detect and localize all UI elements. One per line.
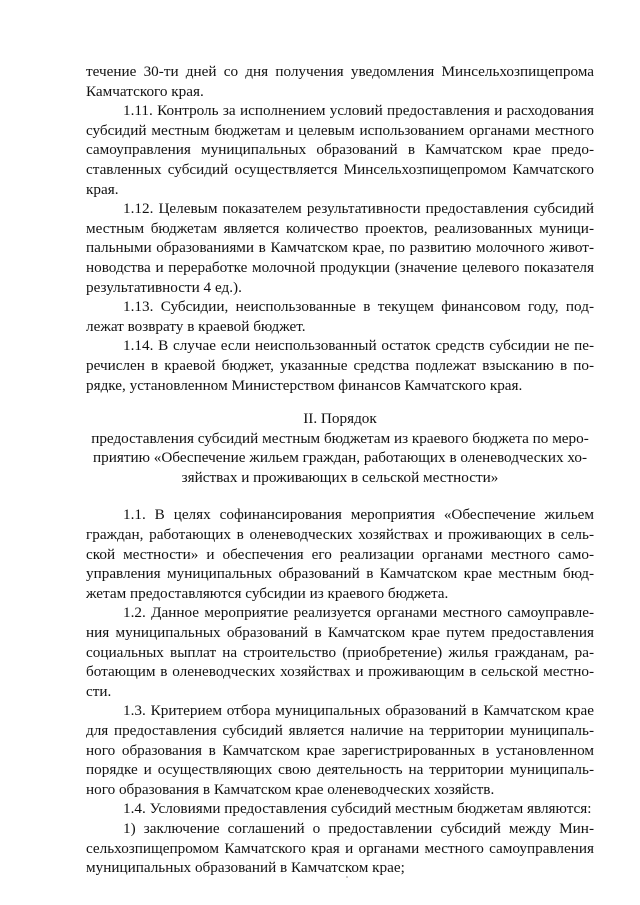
clause-number: 1.11. [123,102,153,120]
clause-text: В случае если неиспользованный остаток средств субсидии не перечислен в краевой бюджет, указанные средства подлежат взысканию в порядке, установленном Министерством финансов Камчатского края. [86,337,594,394]
subclause-1 [86,819,594,878]
section-title: II. Порядок [303,410,377,428]
clause-number: 1) [123,819,136,837]
clause-number: 1.2. [123,604,146,622]
clause-text: заключение соглашений о предоставлении субсидий между Минсельхозпищепромом Камчатского края и органами местного самоуправления муниципальных образований в Камчатском крае; [86,819,594,877]
clause-number: 1.12. [123,200,154,218]
clause-1-13 [86,297,594,336]
clause-number: 1.13. [123,298,154,316]
section-2-heading [86,409,594,487]
clause-text: Данное мероприятие реализуется органами местного самоуправления муниципальных образований в Камчатском крае путем предоставления социальных выплат на строительство (приобретение) жилья гражданам, работающим в оленеводческих хозяйствах и проживающим в сельской местности. [86,604,594,700]
section-subtitle: предоставления субсидий местным бюджетам из краевого бюджета по мероприятию «Обеспечение жильем граждан, работающих в оленеводческих хозяйствах и проживающих в сельской местности» [91,429,589,486]
clause-number: 1.3. [123,702,146,720]
clause-2-1-1 [86,505,594,603]
clause-text: В целях софинансирования мероприятия «Обеспечение жильем граждан, работающих в оленеводческих хозяйствах и проживающих в сельской местности» и обеспечения его реализации органами местного самоуправления муниципальных образований в Камчатском крае местным бюджетам предоставляются субсидии из краевого бюджета. [86,506,594,602]
clause-text: Условиями предоставления субсидий местным бюджетам являются: [149,800,592,818]
clause-2-1-2 [86,603,594,701]
clause-text: Субсидии, неиспользованные в текущем финансовом году, подлежат возврату в краевой бюджет. [86,298,594,335]
document-page [86,62,594,878]
scan-speck [346,876,348,878]
clause-number: 1.1. [123,506,146,524]
clause-1-14 [86,336,594,395]
clause-text: Контроль за исполнением условий предоставления и расходования субсидий местным бюджетам и целевым использованием органами местного самоуправления муниципальных образований в Камчатском крае предоставленных субсидий осуществляется Минсельхозпищепромом Камчатского края. [86,102,594,198]
clause-number: 1.14. [123,337,154,355]
clause-2-1-4 [86,799,594,819]
continuation-paragraph: течение 30-ти дней со дня получения уведомления Минсельхозпищепрома Камчатского края. [86,63,594,100]
clause-text: Критерием отбора муниципальных образований в Камчатском крае для предоставления субсидий является наличие на территории муниципального образования в Камчатском крае зарегистрированных в установленном порядке и осуществляющих свою деятельность на территории муниципального образования в Камчатском крае оленеводческих хозяйств. [86,702,595,798]
clause-1-11 [86,101,594,199]
clause-2-1-3 [86,701,594,799]
clause-1-12 [86,199,594,297]
clause-text: Целевым показателем результативности предоставления субсидий местным бюджетам является количество проектов, реализованных муниципальными образованиями в Камчатском крае, по развитию молочного животноводства и переработке молочной продукции (значение целевого показателя результативности 4 ед.). [86,200,595,296]
clause-number: 1.4. [123,800,146,818]
